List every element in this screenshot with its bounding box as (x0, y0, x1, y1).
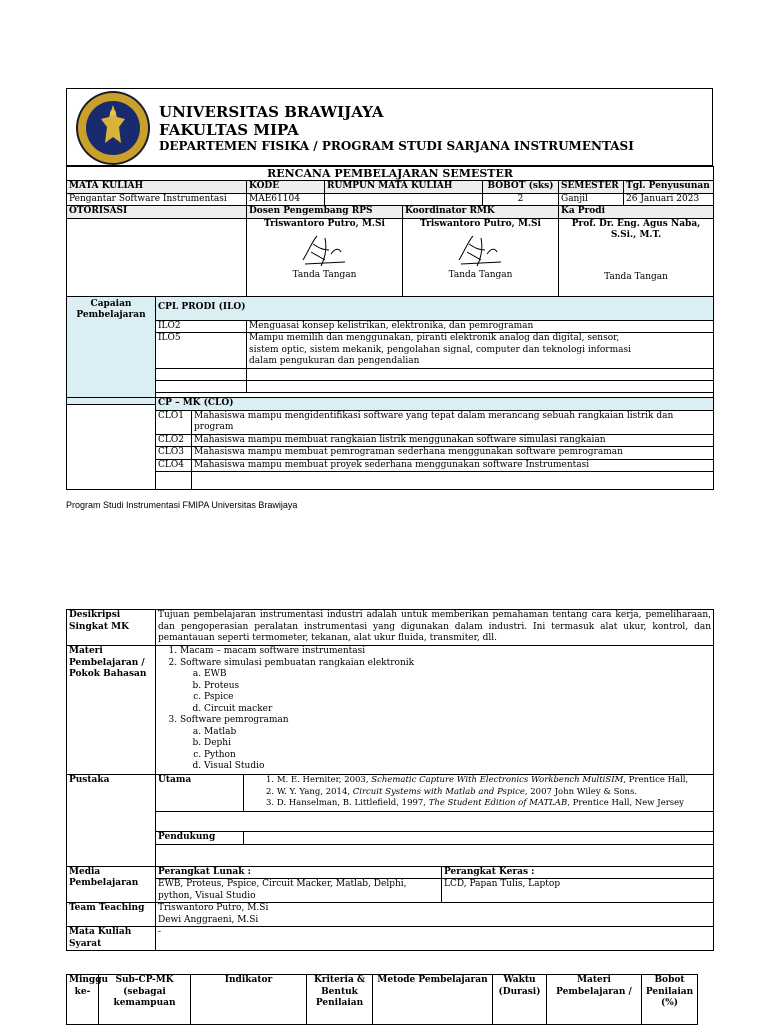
pustaka-publisher: , 2007 John Wiley & Sons. (524, 786, 638, 797)
team-member: Triswantoro Putro, M.Si (158, 903, 269, 913)
course-bobot: 2 (483, 193, 559, 206)
perangkat-keras-value: LCD, Papan Tulis, Laptop (442, 879, 714, 903)
team-label: Team Teaching (67, 903, 156, 927)
capaian-label: Capaian Pembelajaran (67, 296, 156, 405)
pendukung-empty (156, 844, 714, 866)
pustaka-author: W. Y. Yang, 2014, (276, 786, 353, 797)
pustaka-author: D. Hanselman, B. Littlefield, 1997, (276, 798, 429, 808)
ilo-empty (156, 369, 247, 381)
utama-list-cell (244, 775, 714, 812)
koordinator-tanda-tangan: Tanda Tangan (448, 270, 513, 280)
koordinator-signature-cell (403, 218, 559, 296)
schedule-table (66, 974, 698, 1025)
ilo-empty (247, 369, 714, 381)
kaprodi-label: Ka Prodi (559, 206, 714, 219)
th-mata-kuliah: MATA KULIAH (67, 181, 247, 194)
materi-item-title: Macam – macam software instrumentasi (180, 646, 366, 656)
university-name: UNIVERSITAS BRAWIJAYA (159, 103, 384, 121)
pustaka-title: Circuit Systems with Matlab and Pspice (352, 786, 525, 797)
media-label: Media Pembelajaran (67, 866, 156, 903)
rps-table (66, 166, 714, 405)
th-minggu: Minggu ke- (67, 975, 99, 1025)
pustaka-author: M. E. Herniter, 2003, (276, 775, 372, 785)
pendukung-value (244, 832, 714, 845)
dosen-label: Dosen Pengembang RPS (247, 206, 403, 219)
clo-text: Mahasiswa mampu membuat rangkaian listrik menggunakan software simulasi rangkaian (192, 434, 714, 447)
th-sub-cpmk: Sub-CP-MK (sebagai kemampuan (99, 975, 191, 1025)
ilo-text: Menguasai konsep kelistrikan, elektronika, dan pemrograman (247, 320, 714, 333)
ilo-code: ILO2 (156, 320, 247, 333)
th-bobot-penilaian: Bobot Penilaian (%) (642, 975, 698, 1025)
th-kriteria: Kriteria & Bentuk Penilaian (307, 975, 373, 1025)
cpl-header: CPL PRODI (ILO) (156, 296, 714, 320)
clo-empty (192, 472, 714, 490)
team-member: Dewi Anggraeni, M.Si (158, 914, 259, 925)
kaprodi-signature-cell (559, 218, 714, 296)
clo-text: Mahasiswa mampu mengidentifikasi software yang tepat dalam merancang sebuah rangkaian listrik dan program (192, 410, 714, 434)
clo-code: CLO2 (156, 434, 192, 447)
materi-subitem: b. Dephi (204, 738, 711, 750)
materi-subitem: c. Python (204, 750, 711, 762)
pustaka-item: 2. W. Y. Yang, 2014, Circuit Systems with Matlab and Pspice, 2007 John Wiley & Sons. (266, 786, 638, 797)
materi-sublist (180, 669, 711, 715)
dosen-tanda-tangan: Tanda Tangan (292, 270, 357, 280)
materi-item-title: Software pemrograman (180, 715, 289, 725)
materi-item-title: Software simulasi pembuatan rangkaian elektronik (180, 657, 415, 668)
header-box (66, 88, 713, 166)
materi-item (180, 658, 711, 716)
clo-code: CLO3 (156, 447, 192, 460)
department-name: DEPARTEMEN FISIKA / PROGRAM STUDI SARJANA INSTRUMENTASI (159, 139, 634, 153)
course-semester: Ganjil (559, 193, 624, 206)
pustaka-label: Pustaka (67, 775, 156, 867)
clo-text: Mahasiswa mampu membuat pemrograman sederhana menggunakan software pemrograman (192, 447, 714, 460)
materi-subitem: a. EWB (204, 669, 711, 681)
ilo-text: Mampu memilih dan menggunakan, piranti elektronik analog dan digital, sensor, sistem optic, sistem mekanik, pengolahan signal, computer dan teknologi informasi dalam pengukuran dan pengendalian (247, 333, 714, 369)
course-code: MAE61104 (247, 193, 325, 206)
koordinator-name: Triswantoro Putro, M.Si (420, 218, 541, 229)
materi-subitem: d. Circuit macker (204, 704, 711, 716)
dosen-signature (295, 230, 355, 270)
prasyarat-value: - (156, 927, 714, 951)
koordinator-label: Koordinator RMK (403, 206, 559, 219)
koordinator-signature (451, 230, 511, 270)
materi-sublist (180, 727, 711, 773)
materi-item (180, 646, 711, 658)
clo-label-blank (67, 398, 156, 490)
course-rumpun (325, 193, 483, 206)
clo-text: Mahasiswa mampu membuat proyek sederhana menggunakan software Instrumentasi (192, 459, 714, 472)
deskripsi-table (66, 609, 714, 951)
prasyarat-label: Mata Kuliah Syarat (67, 927, 156, 951)
clo-code: CLO4 (156, 459, 192, 472)
kaprodi-tanda-tangan: Tanda Tangan (604, 271, 668, 282)
kaprodi-name: Prof. Dr. Eng. Agus Naba, S.Si., M.T. (571, 218, 701, 240)
course-name: Pengantar Software Instrumentasi (67, 193, 247, 206)
perangkat-lunak-label: Perangkat Lunak : (156, 866, 442, 879)
faculty-name: FAKULTAS MIPA (159, 121, 299, 139)
ilo-empty (156, 381, 247, 393)
pustaka-publisher: , Prentice Hall, (623, 775, 689, 785)
materi-subitem: c. Pspice (204, 692, 711, 704)
otorisasi-blank (67, 218, 247, 296)
th-rumpun: RUMPUN MATA KULIAH (325, 181, 483, 194)
university-logo (73, 89, 153, 167)
team-members (156, 903, 714, 927)
pustaka-item: 3. D. Hanselman, B. Littlefield, 1997, The Student Edition of MATLAB, Prentice Hall, New Jersey (266, 798, 684, 808)
th-kode: KODE (247, 181, 325, 194)
perangkat-keras-label: Perangkat Keras : (442, 866, 714, 879)
page-footer: Program Studi Instrumentasi FMIPA Universitas Brawijaya (66, 500, 298, 510)
pustaka-publisher: , Prentice Hall, New Jersey (567, 798, 684, 808)
th-tgl: Tgl. Penyusunan (624, 181, 714, 194)
materi-list-cell (156, 646, 714, 775)
perangkat-lunak-value: EWB, Proteus, Pspice, Circuit Macker, Matlab, Delphi, python, Visual Studio (156, 879, 442, 903)
dosen-signature-cell (247, 218, 403, 296)
clo-code: CLO1 (156, 410, 192, 434)
utama-label: Utama (156, 775, 244, 812)
clo-empty (156, 472, 192, 490)
pendukung-label: Pendukung (156, 832, 244, 845)
th-metode: Metode Pembelajaran (373, 975, 493, 1025)
ilo-empty (247, 381, 714, 393)
pustaka-empty (156, 812, 714, 832)
th-materi: Materi Pembelajaran / (547, 975, 642, 1025)
pustaka-item: 1. M. E. Herniter, 2003, Schematic Capture With Electronics Workbench MultiSIM, Prentice Hall, (266, 775, 689, 785)
dosen-name: Triswantoro Putro, M.Si (264, 218, 385, 229)
otorisasi-label: OTORISASI (67, 206, 247, 219)
pustaka-title: The Student Edition of MATLAB (428, 798, 568, 808)
deskripsi-text: Tujuan pembelajaran instrumentasi industri adalah untuk memberikan pemahaman tentang cara kerja, pemeliharaan, dan pengoperasian peralatan instrumentasi yang digunakan dalam industri. Ini termasuk alat ukur, kontrol, dan pemantauan seperti termometer, tekanan, alat ukur fluida, transmiter, dll. (156, 610, 714, 646)
materi-subitem: a. Matlab (204, 727, 711, 739)
materi-subitem: b. Proteus (204, 681, 711, 693)
clo-table (66, 397, 714, 490)
th-semester: SEMESTER (559, 181, 624, 194)
materi-item (180, 715, 711, 773)
rps-title: RENCANA PEMBELAJARAN SEMESTER (67, 167, 714, 181)
materi-label: Materi Pembelajaran / Pokok Bahasan (67, 646, 156, 775)
pustaka-title: Schematic Capture With Electronics Workbench MultiSIM (371, 775, 624, 785)
ilo-code: ILO5 (156, 333, 247, 369)
course-tgl: 26 Januari 2023 (624, 193, 714, 206)
cpmk-header: CP – MK (CLO) (156, 398, 714, 411)
th-waktu: Waktu (Durasi) (493, 975, 547, 1025)
th-indikator: Indikator (191, 975, 307, 1025)
materi-subitem: d. Visual Studio (204, 761, 711, 773)
materi-list (158, 646, 711, 773)
deskripsi-label: Desikripsi Singkat MK (67, 610, 156, 646)
th-bobot: BOBOT (sks) (483, 181, 559, 194)
